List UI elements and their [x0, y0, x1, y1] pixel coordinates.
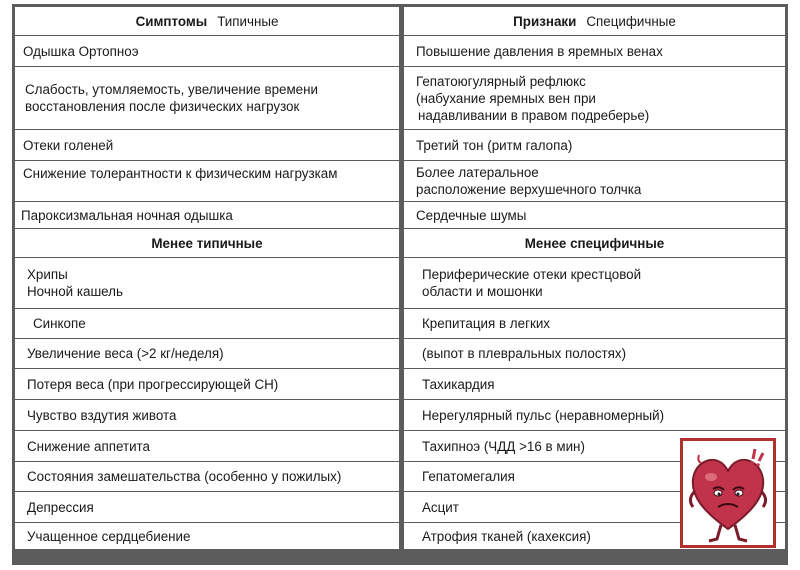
less-specific-header: Менее специфичные — [404, 229, 785, 257]
table-cell: Потеря веса (при прогрессирующей СН) — [15, 369, 399, 399]
table-cell: Периферические отеки крестцовой области и мошонки — [404, 258, 785, 308]
symptoms-header — [15, 7, 399, 35]
table-cell: Учащенное сердцебиение — [15, 523, 399, 549]
less-typical-header: Менее типичные — [15, 229, 399, 257]
table-cell: Тахикардия — [404, 369, 785, 399]
table-cell: Синкопе — [15, 309, 399, 338]
sad-heart-mascot — [680, 438, 776, 548]
symptoms-header-title: Симптомы — [135, 13, 208, 29]
table-cell: Нерегулярный пульс (неравномерный) — [404, 400, 785, 430]
table-cell: Гепатомегалия — [404, 462, 785, 491]
table-cell: Увеличение веса (>2 кг/неделя) — [15, 339, 399, 368]
table-cell: Третий тон (ритм галопа) — [404, 130, 785, 160]
signs-header-subtitle: Специфичные — [586, 13, 676, 29]
table-cell: Тахипноэ (ЧДД >16 в мин) — [404, 431, 785, 461]
signs-header-title: Признаки — [513, 13, 577, 29]
table-cell: Повышение давления в яремных венах — [404, 36, 785, 66]
symptoms-header-subtitle: Типичные — [217, 13, 279, 29]
table-cell: Сердечные шумы — [404, 202, 785, 228]
signs-header — [404, 7, 785, 35]
table-cell: Пароксизмальная ночная одышка — [15, 202, 399, 228]
table-cell: Снижение толерантности к физическим нагрузкам — [15, 161, 399, 201]
symptoms-signs-table — [12, 4, 788, 565]
table-cell: Слабость, утомляемость, увеличение времени восстановления после физических нагрузок — [15, 67, 399, 129]
table-cell: (выпот в плевральных полостях) — [404, 339, 785, 368]
table-cell: Депрессия — [15, 492, 399, 522]
sad-heart-icon — [683, 441, 773, 545]
table-cell: Отеки голеней — [15, 130, 399, 160]
table-cell: Крепитация в легких — [404, 309, 785, 338]
table-cell: Более латеральное расположение верхушечного толчка — [404, 161, 785, 201]
table-cell: Хрипы Ночной кашель — [15, 258, 399, 308]
symptoms-column — [15, 7, 399, 562]
table-cell: Одышка Ортопноэ — [15, 36, 399, 66]
table-cell: Гепатоюгулярный рефлюкс (набухание яремных вен при надавливании в правом подреберье) — [404, 67, 785, 129]
table-cell: Чувство вздутия живота — [15, 400, 399, 430]
table-cell: Состояния замешательства (особенно у пожилых) — [15, 462, 399, 491]
table-cell: Асцит — [404, 492, 785, 522]
table-cell: Снижение аппетита — [15, 431, 399, 461]
table-cell: Атрофия тканей (кахексия) — [404, 523, 785, 549]
